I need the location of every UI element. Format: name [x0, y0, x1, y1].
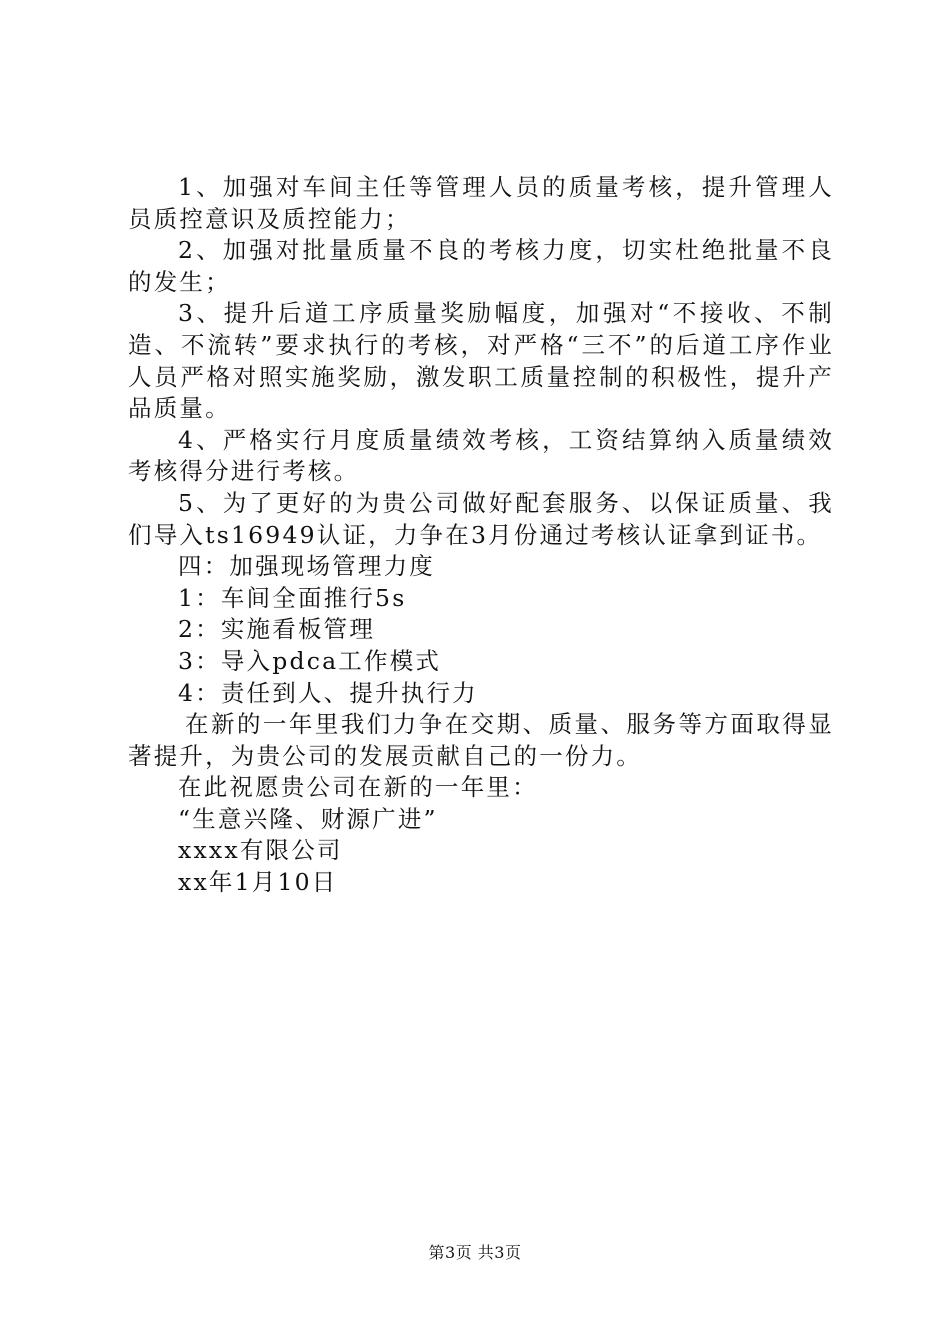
section-point-1: 1：车间全面推行5s — [178, 583, 407, 612]
document-date: xx年1月10日 — [178, 868, 338, 897]
section-point-4: 4：责任到人、提升执行力 — [178, 678, 478, 707]
wish-intro: 在此祝愿贵公司在新的一年里： — [178, 773, 538, 802]
list-item-1: 1、加强对车间主任等管理人员的质量考核，提升管理人员质控意识及质控能力； — [128, 173, 834, 233]
page-footer: 第3页 共3页 — [428, 1243, 522, 1262]
list-item-3: 3、提升后道工序质量奖励幅度，加强对“不接收、不制造、不流转”要求执行的考核，对严格“三不”的后道工序作业人员严格对照实施奖励，激发职工质量控制的积极性，提升产品质量。 — [128, 299, 834, 423]
list-item-4: 4、严格实行月度质量绩效考核，工资结算纳入质量绩效考核得分进行考核。 — [128, 425, 834, 486]
wish-slogan: “生意兴隆、财源广进” — [178, 804, 438, 833]
section-point-2: 2：实施看板管理 — [178, 615, 376, 644]
section-point-3: 3：导入pdca工作模式 — [178, 646, 442, 675]
company-name: xxxx有限公司 — [178, 836, 343, 865]
document-body — [128, 172, 834, 899]
section-heading: 四：加强现场管理力度 — [178, 552, 435, 581]
closing-paragraph: 在新的一年里我们力争在交期、质量、服务等方面取得显著提升，为贵公司的发展贡献自己的一份力。 — [128, 710, 834, 770]
list-item-2: 2、加强对批量质量不良的考核力度，切实杜绝批量不良的发生； — [128, 236, 834, 296]
list-item-5: 5、为了更好的为贵公司做好配套服务、以保证质量、我们导入ts16949认证，力争在3月份通过考核认证拿到证书。 — [128, 488, 834, 549]
